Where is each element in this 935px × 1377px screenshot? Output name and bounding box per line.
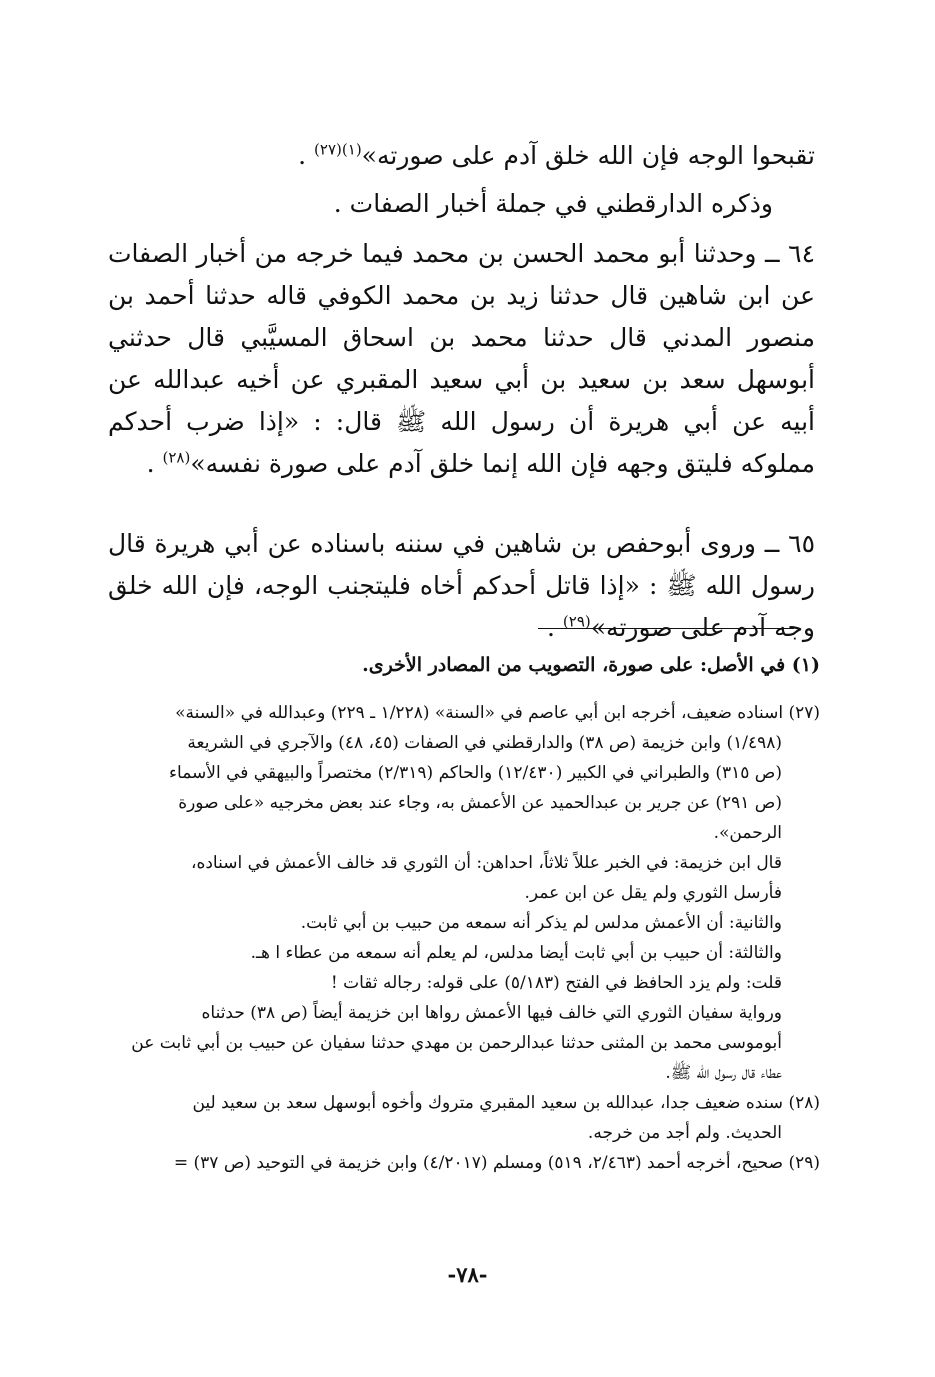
footnote-29: (٢٩) صحيح، أخرجه أحمد (٢/٤٦٣، ٥١٩) ومسلم (٤/٢٠١٧) وابن خزيمة في التوحيد (ص ٣٧) = [173, 1153, 820, 1173]
footnote-ref-29: (٢٩) [562, 612, 591, 631]
daraqutni-note: وذكره الدارقطني في جملة أخبار الصفات . [333, 189, 773, 218]
footnote-27-line: أبوموسى محمد بن المثنى حدثنا عبدالرحمن بن مهدي حدثنا سفيان عن حبيب بن أبي ثابت عن [131, 1033, 782, 1053]
footnote-1: (١) في الأصل: على صورة، التصويب من المصادر الأخرى. [362, 654, 820, 676]
footnote-28-line: الحديث. ولم أجد من خرجه. [587, 1123, 782, 1143]
footnote-27-line: ورواية سفيان الثوري التي خالف فيها الأعمش رواها ابن خزيمة أيضاً (ص ٣٨) حدثناه [201, 1003, 782, 1023]
footnote-27-line: عطاء قال رسول الله ﷺ. [665, 1063, 782, 1083]
hadith-paragraph-64 [108, 233, 815, 485]
footnote-27-line: والثالثة: أن حبيب بن أبي ثابت أيضا مدلس، لم يعلم أنه سمعه من عطاء ا هـ. [250, 943, 782, 963]
footnote-27-line: قلت: ولم يزد الحافظ في الفتح (٥/١٨٣) على قوله: رجاله ثقات ! [330, 973, 782, 993]
footnote-27-line: الرحمن». [713, 823, 782, 843]
footnote-27-line: (١/٤٩٨) وابن خزيمة (ص ٣٨) والدارقطني في الصفات (٤٥، ٤٨) والآجري في الشريعة [187, 733, 782, 753]
footnote-ref-1-27: (١)(٢٧) [314, 140, 362, 159]
hadith-continuation-text: تقبحوا الوجه فإن الله خلق آدم على صورته» [361, 141, 815, 170]
footnotes-section [108, 650, 820, 1178]
hadith-continuation-line [108, 135, 815, 177]
footnote-27 [108, 698, 820, 1088]
paragraph-end-mark: . [547, 613, 555, 642]
footnote-27-line: (ص ٣١٥) والطبراني في الكبير (١٢/٤٣٠) والحاكم (٢/٣١٩) مختصراً والبيهقي في الأسماء [169, 763, 782, 783]
footnote-27-line: والثانية: أن الأعمش مدلس لم يذكر أنه سمعه من حبيب بن أبي ثابت. [300, 913, 782, 933]
footnote-ref-28: (٢٨) [162, 448, 191, 467]
hadith-65-text: ٦٥ ــ وروى أبوحفص بن شاهين في سننه باسناده عن أبي هريرة قال رسول الله ﷺ : «إذا قاتل أحدكم أخاه فليتجنب الوجه، فإن الله خلق وجه آدم على صورته» [108, 529, 815, 642]
footnote-28-line: (٢٨) سنده ضعيف جدا، عبدالله بن سعيد المقبري متروك وأخوه أبوسهل سعد بن سعيد لين [192, 1093, 820, 1113]
footnote-27-line: (ص ٢٩١) عن جرير بن عبدالحميد عن الأعمش به، وجاء عند بعض مخرجيه «على صورة [178, 793, 782, 813]
hadith-paragraph-65 [108, 523, 815, 649]
footnote-27-line: قال ابن خزيمة: في الخبر عللاً ثلاثاً، احداهن: أن الثوري قد خالف الأعمش في اسناده، [190, 853, 782, 873]
footnote-28 [108, 1088, 820, 1148]
paragraph-end-mark: . [146, 449, 155, 478]
footnote-27-line: فأرسل الثوري ولم يقل عن ابن عمر. [524, 883, 782, 903]
line-end-mark: . [298, 141, 307, 170]
main-text [108, 135, 815, 649]
hadith-64-text: ٦٤ ــ وحدثنا أبو محمد الحسن بن محمد فيما خرجه من أخبار الصفات عن ابن شاهين قال حدثنا زيد بن محمد الكوفي قاله حدثنا أحمد بن منصور المدني قال حدثنا محمد بن اسحاق المسيَّبي قال حدثني أبوسهل سعد بن سعيد بن أبي سعيد المقبري عن أخيه عبدالله عن أبيه عن أبي هريرة أن رسول الله ﷺ قال: : «إذا ضرب أحدكم مملوكه فليتق وجهه فإن الله إنما خلق آدم على صورة نفسه» [108, 239, 815, 478]
page-number: -٧٨- [447, 1262, 488, 1287]
footnote-separator [538, 628, 794, 629]
footnote-27-line: (٢٧) اسناده ضعيف، أخرجه ابن أبي عاصم في «السنة» (١/٢٢٨ ـ ٢٢٩) وعبدالله في «السنة» [175, 703, 820, 723]
